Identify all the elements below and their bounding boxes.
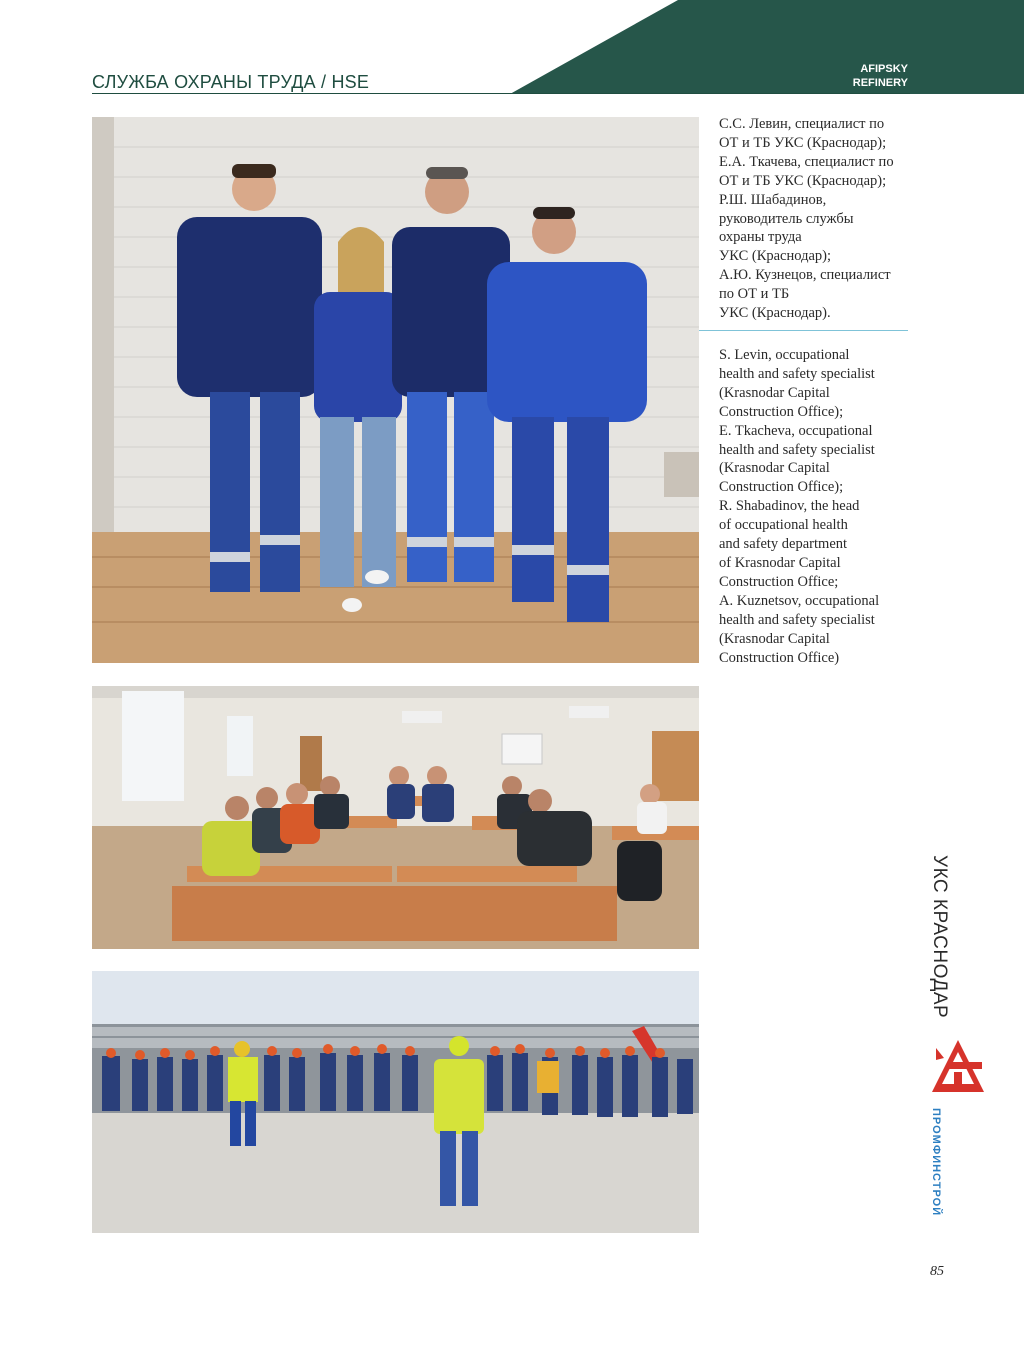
header-band [510,0,1024,94]
caption-line: of Krasnodar Capital [719,554,841,571]
caption-line: УКС (Краснодар); [719,248,832,265]
caption-line: ОТ и ТБ УКС (Краснодар); [719,172,887,189]
caption-line: A. Kuznetsov, occupational [719,592,880,609]
caption-line: health and safety specialist [719,365,875,382]
brand-label [853,62,908,90]
header-divider [92,93,910,94]
promfinstroy-logo-icon [930,1038,986,1094]
side-section-label: УКС КРАСНОДАР [929,855,950,1019]
caption-line: (Krasnodar Capital [719,630,830,647]
caption-russian [719,115,914,323]
caption-line: health and safety specialist [719,611,875,628]
photo-outdoor-briefing [92,971,699,1233]
caption-line: health and safety specialist [719,441,875,458]
caption-line: А.Ю. Кузнецов, специалист [719,267,891,284]
caption-line: Е.А. Ткачева, специалист по [719,153,894,170]
section-title: СЛУЖБА ОХРАНЫ ТРУДА / HSE [92,72,370,92]
brand-line-1: AFIPSKY [860,63,908,75]
caption-line: Construction Office; [719,573,839,590]
caption-line: Construction Office); [719,403,844,420]
caption-line: S. Levin, occupational [719,347,850,363]
photo-team-portrait [92,117,699,663]
caption-line: (Krasnodar Capital [719,384,830,401]
caption-line: Construction Office); [719,479,844,496]
caption-line: R. Shabadinov, the head [719,498,860,515]
photo-classroom-briefing [92,686,699,949]
caption-line: Р.Ш. Шабадинов, [719,191,827,208]
caption-line: по ОТ и ТБ [719,286,790,303]
caption-line: охраны труда [719,229,802,246]
caption-english [719,346,914,667]
caption-line: С.С. Левин, специалист по [719,116,885,132]
caption-line: УКС (Краснодар). [719,305,831,322]
brand-line-2: REFINERY [852,77,908,89]
side-brand-name: ПРОМФИНСТРОЙ [930,1108,942,1217]
caption-line: ОТ и ТБ УКС (Краснодар); [719,134,887,151]
caption-line: E. Tkacheva, occupational [719,422,873,439]
caption-line: Construction Office) [719,649,840,666]
caption-line: of occupational health [719,517,848,534]
caption-divider [699,330,908,331]
page-number: 85 [930,1264,944,1279]
caption-line: (Krasnodar Capital [719,460,830,477]
caption-line: руководитель службы [719,210,854,227]
caption-line: and safety department [719,536,848,553]
